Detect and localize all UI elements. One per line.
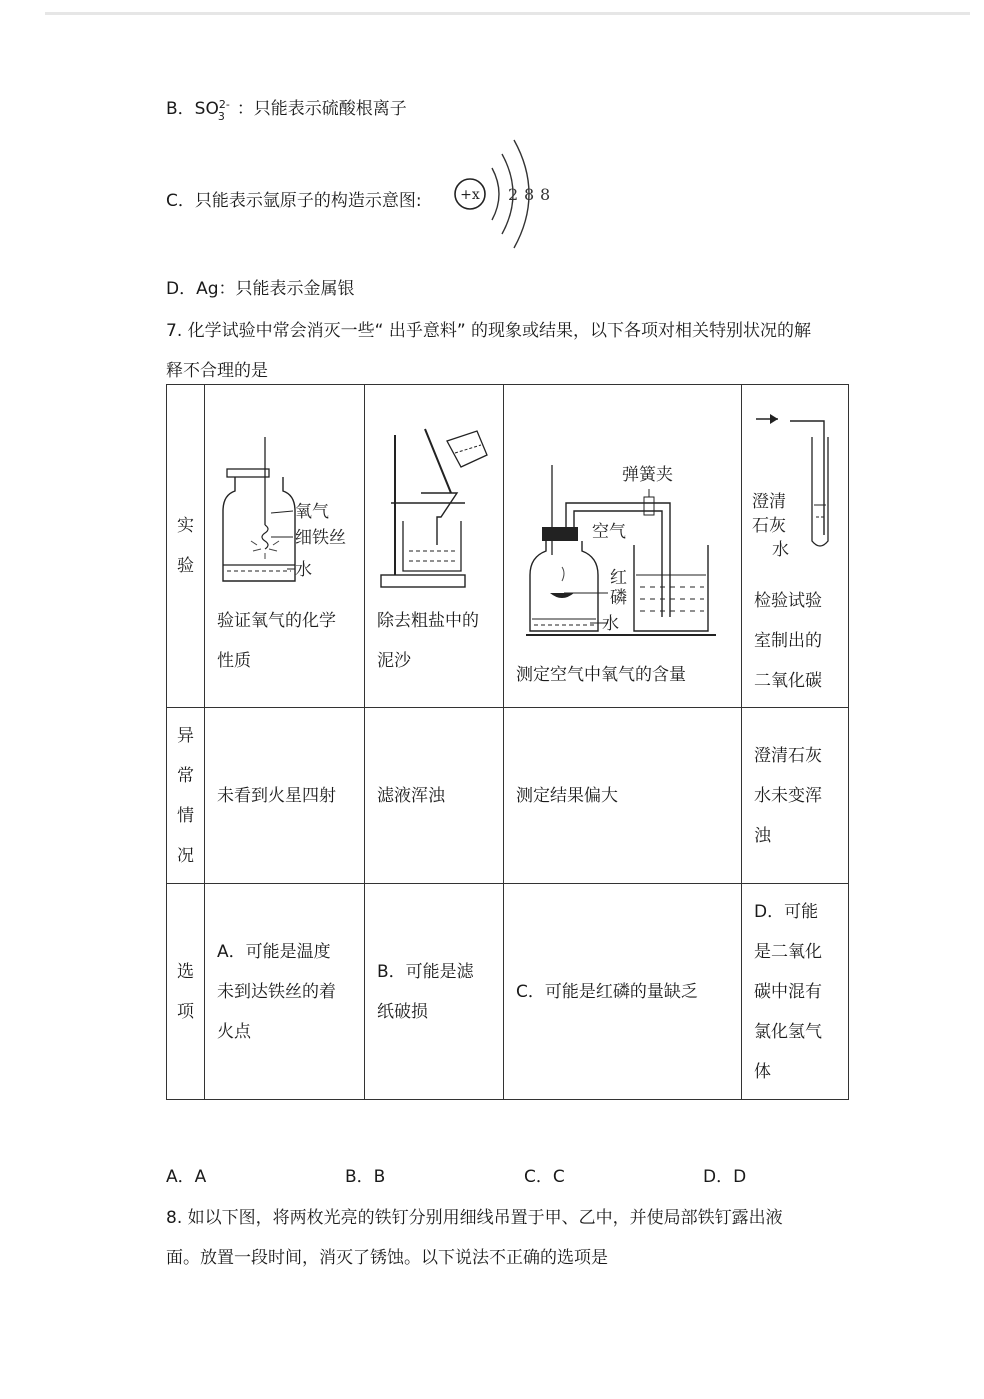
abnormal-cell-3: 测定结果偏大 (504, 708, 742, 884)
choice-d[interactable]: D．D (703, 1167, 747, 1187)
choice-c[interactable]: C．C (524, 1167, 565, 1187)
option-cell-b: B．可能是滤 纸破损 (365, 884, 504, 1100)
q7-stem-line1: 7. 化学试验中常会消灭一些“ 出乎意料” 的现象或结果，以下各项对相关特别状况的解 (166, 321, 812, 341)
label-clear: 澄清 (752, 492, 786, 512)
row-label-abnormal: 异 常 情 况 (167, 708, 205, 884)
page-top-rule (45, 12, 970, 15)
atom-shell-2: 8 (524, 185, 535, 204)
atom-shell-1: 2 (508, 185, 519, 204)
label-iron-wire: 细铁丝 (295, 528, 346, 548)
option-cell-c: C．可能是红磷的量缺乏 (504, 884, 742, 1100)
q6-option-b-subscript: 3 (217, 110, 225, 123)
experiment-cell-3 (504, 385, 742, 708)
experiment-cell-1 (205, 385, 365, 708)
choice-a[interactable]: A．A (166, 1167, 207, 1187)
label-water: 水 (602, 614, 619, 634)
label-phosphorus: 磷 (610, 588, 627, 608)
q6-option-b-prefix: B．SO (166, 99, 219, 119)
atom-shell-3: 8 (540, 185, 551, 204)
table-row-experiment (167, 385, 849, 708)
experiment-cell-2 (365, 385, 504, 708)
label-air: 空气 (592, 522, 626, 542)
label-water: 水 (295, 560, 312, 580)
label-red: 红 (610, 568, 627, 588)
experiment-cell-4 (742, 385, 849, 708)
option-cell-d: D．可能 是二氧化 碳中混有 氯化氢气 体 (742, 884, 849, 1100)
label-oxygen: 氧气 (295, 502, 329, 522)
choice-b[interactable]: B．B (345, 1167, 386, 1187)
q6-option-d: D．Ag：只能表示金属银 (166, 279, 355, 299)
table-row-option (167, 884, 849, 1100)
table-row-abnormal (167, 708, 849, 884)
q7-stem-line2: 释不合理的是 (166, 361, 268, 381)
abnormal-cell-1: 未看到火星四射 (205, 708, 365, 884)
caption-line: 二氧化碳 (754, 671, 822, 691)
atom-nucleus-label: +x (460, 187, 480, 203)
caption-line: 室制出的 (754, 631, 822, 651)
atom-structure-diagram (452, 132, 572, 252)
caption-line: 除去粗盐中的 (377, 611, 479, 631)
q6-option-b (166, 94, 407, 123)
q6-option-c: C．只能表示氩原子的构造示意图: (166, 191, 422, 211)
caption-line: 泥沙 (377, 651, 411, 671)
option-cell-a: A．可能是温度 未到达铁丝的着 火点 (205, 884, 365, 1100)
abnormal-cell-4: 澄清石灰 水未变浑 浊 (742, 708, 849, 884)
label-lime: 石灰 (752, 516, 786, 536)
caption-line: 检验试验 (754, 591, 822, 611)
q8-stem-line2: 面。放置一段时间，消灭了锈蚀。以下说法不正确的选项是 (166, 1248, 608, 1268)
label-water: 水 (772, 540, 789, 560)
q6-option-b-text: ：只能表示硫酸根离子 (236, 99, 407, 119)
caption-line: 验证氧气的化学 (217, 611, 336, 631)
caption-line: 性质 (217, 651, 251, 671)
abnormal-cell-2: 滤液浑浊 (365, 708, 504, 884)
label-spring-clamp: 弹簧夹 (622, 465, 673, 485)
q8-stem-line1: 8. 如以下图，将两枚光亮的铁钉分别用细线吊置于甲、乙中，并使局部铁钉露出液 (166, 1208, 783, 1228)
q6-option-b-charge: 2- (218, 98, 230, 111)
q7-experiment-table (166, 384, 849, 1100)
row-label-option: 选 项 (167, 884, 205, 1100)
caption-line: 测定空气中氧气的含量 (516, 665, 686, 685)
row-label-experiment: 实 验 (167, 385, 205, 708)
